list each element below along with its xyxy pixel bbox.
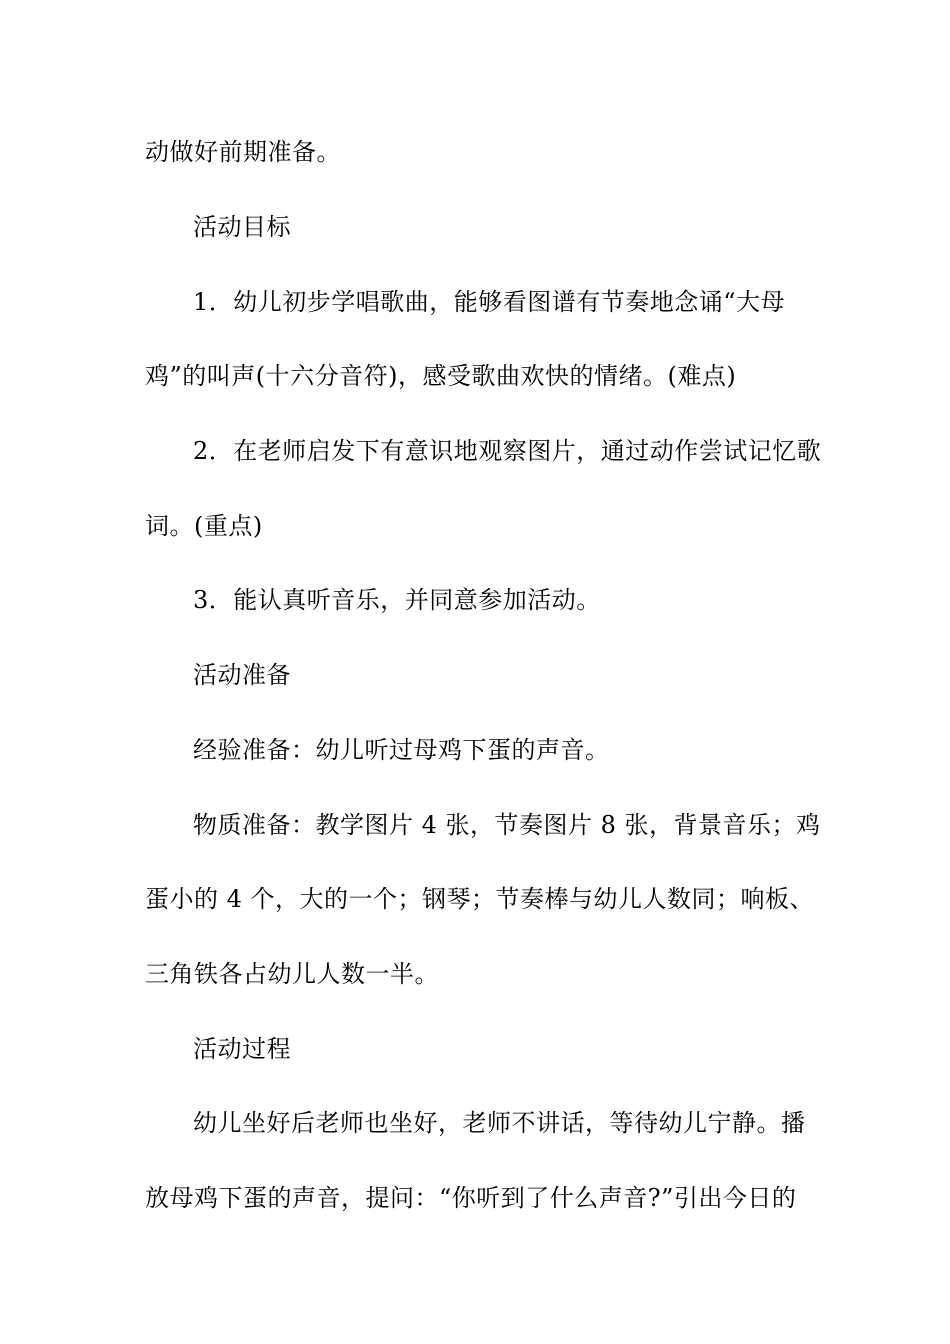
paragraph-line: 幼儿坐好后老师也坐好，老师不讲话，等待幼儿宁静。播 xyxy=(193,1109,806,1137)
paragraph-line: 词。(重点) xyxy=(145,512,263,540)
paragraph-line: 鸡”的叫声(十六分音符)，感受歌曲欢快的情绪。(难点) xyxy=(145,362,737,390)
paragraph-line: 物质准备：教学图片 4 张，节奏图片 8 张，背景音乐；鸡 xyxy=(193,811,821,839)
paragraph-line: 蛋小的 4 个，大的一个；钢琴；节奏棒与幼儿人数同；响板、 xyxy=(145,885,815,913)
paragraph-line: 三角铁各占幼儿人数一半。 xyxy=(145,960,439,988)
section-heading-preparation: 活动准备 xyxy=(193,661,291,689)
section-heading-goals: 活动目标 xyxy=(193,213,291,241)
section-heading-process: 活动过程 xyxy=(193,1035,291,1063)
paragraph-line: 1．幼儿初步学唱歌曲，能够看图谱有节奏地念诵“大母 xyxy=(193,288,786,316)
paragraph-line: 动做好前期准备。 xyxy=(145,138,341,166)
paragraph-line: 2．在老师启发下有意识地观察图片，通过动作尝试记忆歌 xyxy=(193,437,822,465)
paragraph-line: 经验准备：幼儿听过母鸡下蛋的声音。 xyxy=(193,736,610,764)
paragraph-line: 3．能认真听音乐，并同意参加活动。 xyxy=(193,586,601,614)
paragraph-line: 放母鸡下蛋的声音，提问：“你听到了什么声音?”引出今日的 xyxy=(145,1184,797,1212)
